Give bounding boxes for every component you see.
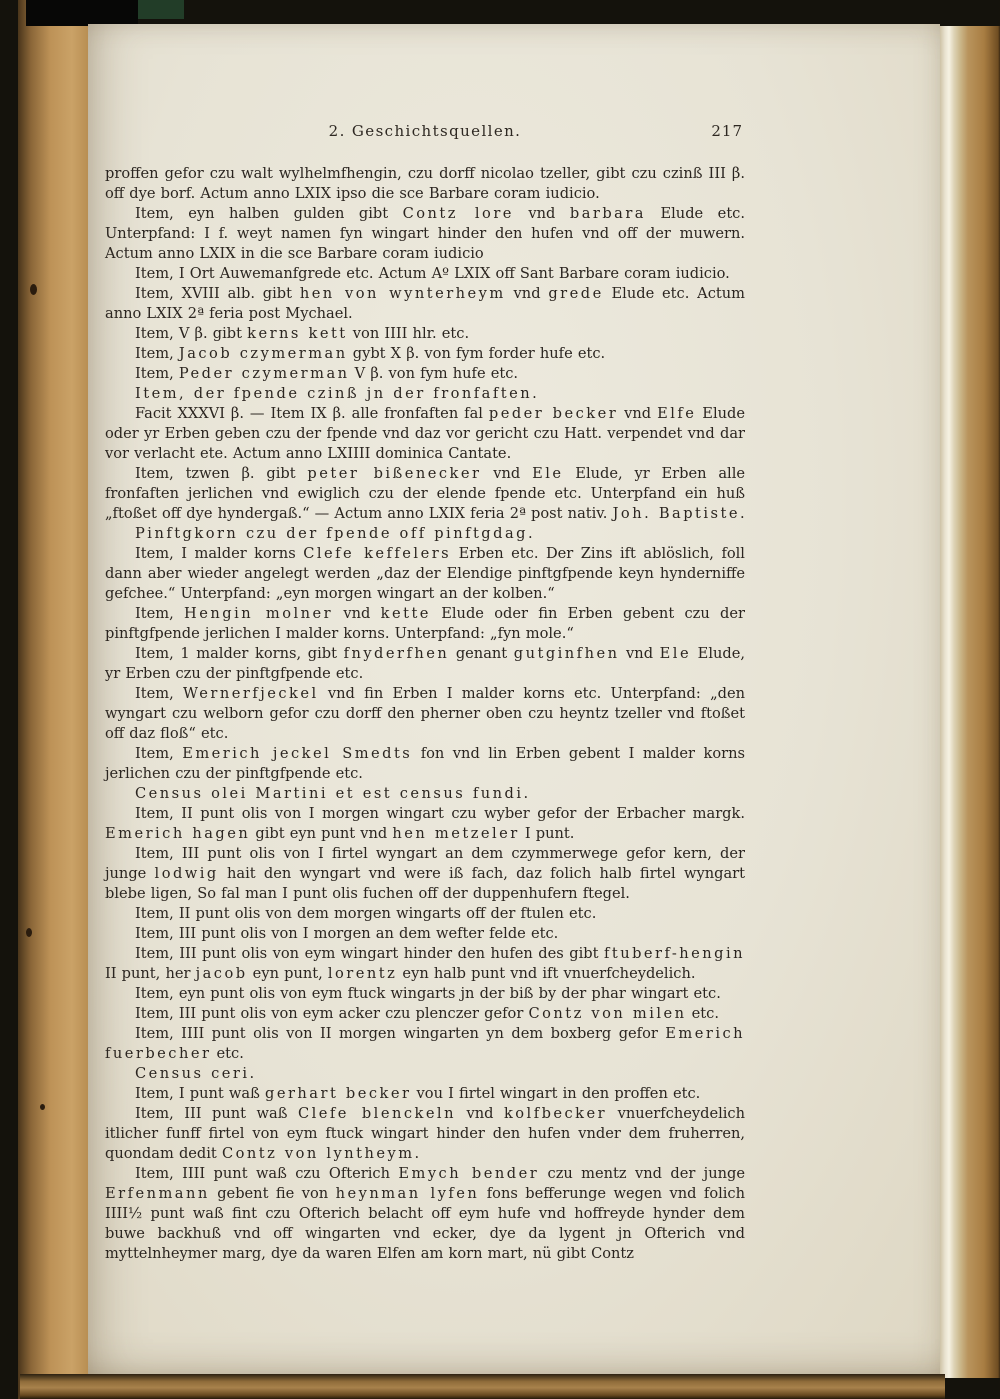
page-stack-right-edge bbox=[940, 26, 1000, 1378]
emphasized-name: Contz von milen bbox=[528, 1005, 687, 1022]
emphasized-name: Contz lore bbox=[402, 205, 514, 222]
paragraph bbox=[105, 384, 745, 404]
section-heading: 2. Geschichtsquellen. bbox=[328, 122, 522, 140]
emphasized-name: Peder czymerman bbox=[178, 365, 350, 382]
emphasized-name: Clefe blenckeln bbox=[297, 1105, 456, 1122]
paragraph bbox=[105, 784, 745, 804]
emphasized-name: heynman lyfen bbox=[335, 1185, 480, 1202]
emphasized-name: gutginfhen bbox=[513, 645, 620, 662]
running-header bbox=[105, 122, 745, 142]
paragraph: Item, I malder korns Clefe keffelers Erben etc. Der Zins ift ablöslich, foll dann aber wieder angelegt werden „daz der Elendige pinftgfpende keyn hynderniffe gefchee.“ Unterpfand: „eyn morgen wingart an der kolben.“ bbox=[105, 545, 745, 602]
emphasized-name: Wernerfjeckel bbox=[183, 685, 319, 702]
paragraph: Item, III punt olis von I firtel wyngart an dem czymmerwege gefor kern, der junge lodwig hait den wyngart vnd were iß fach, daz folich halb firtel wyngart blebe ligen, So fal man I punt olis fuchen off der duppenhufern ftegel. bbox=[105, 845, 745, 902]
emphasized-name: hen von wynterheym bbox=[299, 285, 506, 302]
paper-mark bbox=[26, 928, 32, 937]
emphasized-name: Emerich hagen bbox=[105, 825, 251, 842]
paragraph: Item, IIII punt olis von II morgen wingarten yn dem boxberg gefor Emerich fuerbecher etc. bbox=[105, 1025, 745, 1062]
book-bottom-edge bbox=[20, 1374, 945, 1399]
paragraph: proffen gefor czu walt wylhelmfhengin, czu dorff nicolao tzeller, gibt czu czinß III β. off dye borf. Actum anno LXIX ipso die sce Barbare coram iudicio. bbox=[105, 165, 745, 202]
emphasized-name: Item, der fpende czinß jn der fronfaften. bbox=[135, 385, 540, 402]
text-block bbox=[105, 122, 745, 1264]
emphasized-name: lodwig bbox=[154, 865, 219, 882]
paragraph: Item, Emerich jeckel Smedts fon vnd lin Erben gebent I malder korns jerlichen czu der pinftgfpende etc. bbox=[105, 745, 745, 782]
paragraph: Item, Jacob czymerman gybt X β. von fym forder hufe etc. bbox=[135, 345, 606, 362]
emphasized-name: kette bbox=[380, 605, 431, 622]
emphasized-name: Joh. Baptiste bbox=[612, 505, 740, 522]
emphasized-name: gerhart becker bbox=[265, 1085, 412, 1102]
book-left-edge bbox=[18, 0, 90, 1399]
paragraph: Item, eyn halben gulden gibt Contz lore vnd barbara Elude etc. Unterpfand: I f. weyt namen fyn wingart hinder den hufen vnd off der muwern. Actum anno LXIX in die sce Barbare coram iudicio bbox=[105, 205, 745, 262]
emphasized-name: grede bbox=[548, 285, 604, 302]
emphasized-name: Emerich jeckel Smedts bbox=[182, 745, 413, 762]
paragraph bbox=[105, 524, 745, 544]
paragraph: Item, I punt waß gerhart becker vou I firtel wingart in den proffen etc. bbox=[135, 1085, 701, 1102]
paragraph: Item, III punt olis von eym wingart hinder den hufen des gibt ftuberf-hengin II punt, her jacob eyn punt, lorentz eyn halb punt vnd ift vnuerfcheydelich. bbox=[105, 945, 745, 982]
paragraph: Item, III punt olis von eym acker czu plenczer gefor Contz von milen etc. bbox=[135, 1005, 719, 1022]
paper-mark bbox=[40, 1104, 45, 1110]
emphasized-name: Jacob czymerman bbox=[178, 345, 348, 362]
emphasized-name: peder becker bbox=[488, 405, 619, 422]
paragraph: Item, Peder czymerman V β. von fym hufe etc. bbox=[135, 365, 519, 382]
emphasized-name: ftuberf-hengin bbox=[603, 945, 745, 962]
page-body bbox=[105, 164, 745, 1264]
emphasized-name: barbara bbox=[569, 205, 646, 222]
emphasized-name: Contz von lyntheym bbox=[221, 1145, 415, 1162]
emphasized-name: kerns kett bbox=[247, 325, 348, 342]
emphasized-name: jacob bbox=[195, 965, 248, 982]
emphasized-name: Ele bbox=[532, 465, 564, 482]
emphasized-name: peter bißenecker bbox=[307, 465, 482, 482]
emphasized-name: Clefe keffelers bbox=[303, 545, 452, 562]
emphasized-name: Hengin molner bbox=[184, 605, 334, 622]
emphasized-name: Pinftgkorn czu der fpende off pinftgdag. bbox=[135, 525, 536, 542]
paragraph: Item, V β. gibt kerns kett von IIII hlr. etc. bbox=[135, 325, 470, 342]
emphasized-name: Census olei Martini et est census fundi. bbox=[135, 785, 531, 802]
paragraph: Item, I Ort Auwemanfgrede etc. Actum Aº LXIX off Sant Barbare coram iudicio. bbox=[135, 265, 730, 282]
emphasized-name: fnyderfhen bbox=[343, 645, 450, 662]
paragraph: Item, Wernerfjeckel vnd fin Erben I malder korns etc. Unterpfand: „den wyngart czu welborn gefor czu dorff den pherner oben czu heyntz tzeller vnd ftoßet off daz floß“ etc. bbox=[105, 685, 746, 742]
paragraph: Item, II punt olis von I morgen wingart czu wyber gefor der Erbacher margk. Emerich hagen gibt eyn punt vnd hen metzeler I punt. bbox=[105, 805, 745, 842]
emphasized-name: kolfbecker bbox=[503, 1105, 608, 1122]
emphasized-name: Emych bender bbox=[398, 1165, 540, 1182]
emphasized-name: Erfenmann bbox=[105, 1185, 210, 1202]
paragraph: Item, 1 malder korns, gibt fnyderfhen genant gutginfhen vnd Ele Elude, yr Erben czu der pinftgfpende etc. bbox=[105, 645, 746, 682]
paragraph: Item, II punt olis von dem morgen wingarts off der ftulen etc. bbox=[135, 905, 597, 922]
emphasized-name: Elfe bbox=[657, 405, 697, 422]
binding-shadow bbox=[26, 0, 138, 26]
emphasized-name: hen metzeler bbox=[392, 825, 520, 842]
paragraph: Item, tzwen β. gibt peter bißenecker vnd Ele Elude, yr Erben alle fronfaften jerlichen vnd ewiglich czu der elende fpende etc. Unterpfand ein huß „ftoßet off dye hyndergaß.“ — Actum anno LXIX feria 2ª post nativ. Joh. Baptiste. bbox=[105, 465, 745, 522]
page-number: 217 bbox=[711, 122, 743, 140]
paragraph: Item, XVIII alb. gibt hen von wynterheym vnd grede Elude etc. Actum anno LXIX 2ª feria post Mychael. bbox=[105, 285, 745, 322]
paragraph: Item, eyn punt olis von eym ftuck wingarts jn der biß by der phar wingart etc. bbox=[135, 985, 721, 1002]
emphasized-name: Census ceri. bbox=[135, 1065, 257, 1082]
paragraph: Item, III punt olis von I morgen an dem wefter felde etc. bbox=[135, 925, 559, 942]
paragraph: Item, IIII punt waß czu Ofterich Emych bender czu mentz vnd der junge Erfenmann gebent fie von heynman lyfen fons befferunge wegen vnd folich IIII½ punt waß fint czu Ofterich belacht off eym hufe vnd hoffreyde hynder dem buwe backhuß vnd off wingarten vnd ecker, dye da lygent jn Ofterich vnd myttelnheymer marg, dye da waren Elfen am korn mart, nü gibt Contz bbox=[105, 1165, 746, 1262]
book-page bbox=[88, 24, 940, 1374]
emphasized-name: Ele bbox=[659, 645, 692, 662]
binding-accent bbox=[138, 0, 184, 19]
paragraph: Item, Hengin molner vnd kette Elude oder fin Erben gebent czu der pinftgfpende jerlichen I malder korns. Unterpfand: „fyn mole.“ bbox=[105, 605, 745, 642]
emphasized-name: lorentz bbox=[327, 965, 398, 982]
paragraph: Item, III punt waß Clefe blenckeln vnd kolfbecker vnuerfcheydelich itlicher funff firtel von eym ftuck wingart hinder den hufen vnder dem fruherren, quondam dedit Contz von lyntheym. bbox=[105, 1105, 745, 1162]
paragraph: Facit XXXVI β. — Item IX β. alle fronfaften fal peder becker vnd Elfe Elude oder yr Erben geben czu der fpende vnd daz vor gericht czu Hatt. verpendet vnd dar vor verlacht ete. Actum anno LXIIII dominica Cantate. bbox=[105, 405, 746, 462]
paper-mark bbox=[30, 284, 37, 295]
paragraph bbox=[105, 1064, 745, 1084]
emphasized-name: Emerich fuerbecher bbox=[105, 1025, 745, 1062]
